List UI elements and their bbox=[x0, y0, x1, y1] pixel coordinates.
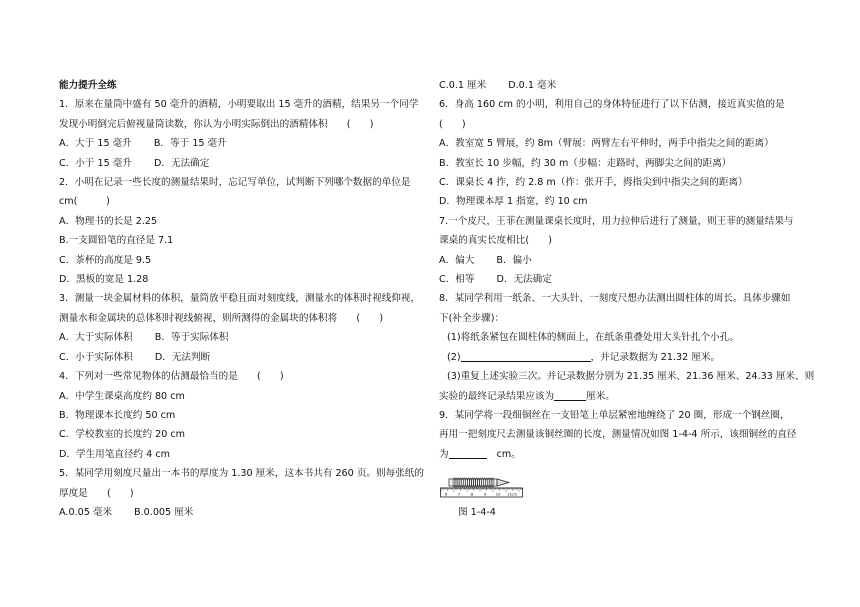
right-column bbox=[439, 76, 815, 464]
q8-text-line2: 下(补全步骤)： bbox=[439, 312, 505, 324]
q3-text-line2: 测量水和金属块的总体积时视线俯视，则所测得的金属块的体积将 ( ) bbox=[59, 312, 384, 324]
q8-step-2-answer-blank[interactable] bbox=[461, 349, 591, 362]
ruler-tick-label-10: 10 bbox=[495, 492, 501, 497]
q1-options-cd bbox=[59, 154, 419, 173]
q7-option-c: C．相等 bbox=[439, 274, 475, 286]
q9-text-line2: 再用一把刻度尺去测量该铜丝圈的长度，测量情况如图 1-4-4 所示，该细铜丝的直径 bbox=[439, 429, 797, 441]
q6-text-line1: 6．身高 160 cm 的小明，利用自己的身体特征进行了以下估测，接近真实值的是 bbox=[439, 99, 785, 111]
q2-option-a: A．物理书的长是 2.25 bbox=[59, 215, 158, 227]
q8-result-answer-blank[interactable] bbox=[554, 388, 586, 401]
q7-option-b: B．偏小 bbox=[496, 254, 532, 266]
q5-options-cd bbox=[439, 76, 811, 95]
q5-option-a: A.0.05 毫米 bbox=[59, 506, 113, 518]
q5-option-c: C.0.1 厘米 bbox=[439, 80, 487, 91]
pencil-icon bbox=[449, 479, 509, 486]
q3-option-a: A．大于实际体积 bbox=[59, 332, 133, 344]
q8-step-3-line1: (3)重复上述实验三次。并记录数据分别为 21.35 厘米、21.36 厘米、24.33 厘米、则 bbox=[447, 371, 815, 383]
q1-option-d: D．无法确定 bbox=[153, 157, 210, 169]
ruler-tick-label-7: 7 bbox=[457, 492, 461, 497]
q2-text-line1: 2．小明在记录一些长度的测量结果时，忘记写单位，试判断下列哪个数据的单位是 bbox=[59, 177, 411, 189]
q1-option-c: C．小于 15 毫升 bbox=[59, 157, 132, 169]
ruler-tick-label-6: 6 bbox=[444, 492, 448, 497]
q5-text-line2: 厚度是 ( ) bbox=[59, 487, 134, 499]
ruler-tick-label-9: 9 bbox=[483, 492, 487, 497]
q7-options-cd bbox=[439, 270, 811, 289]
q7-text-line2: 课桌的真实长度相比( ) bbox=[439, 235, 553, 247]
q1-text-line2: 发现小明倒完后俯视量筒读数，你认为小明实际倒出的酒精体积 ( ) bbox=[59, 118, 374, 130]
q6-option-b: B．教室长 10 步幅，约 30 m（步幅：走路时，两脚尖之间的距离） bbox=[439, 157, 732, 169]
section-heading: 能力提升全练 bbox=[59, 80, 117, 91]
q3-option-b: B．等于实际体积 bbox=[154, 332, 229, 344]
q6-option-c: C．课桌长 4 拃，约 2.8 m（拃：张开手，拇指尖到中指尖之间的距离） bbox=[439, 177, 748, 189]
ruler-tick-label-11cm: 11cm bbox=[506, 492, 518, 497]
q5-text-line1: 5．某同学用刻度尺量出一本书的厚度为 1.30 厘米，这本书共有 260 页。则每张纸的 bbox=[59, 468, 424, 480]
q3-option-d: D．无法判断 bbox=[154, 351, 211, 363]
q3-option-c: C．小于实际体积 bbox=[59, 351, 133, 363]
q1-option-a: A．大于 15 毫升 bbox=[59, 138, 132, 150]
q4-option-d: D．学生用笔直径约 4 cm bbox=[59, 448, 170, 460]
q5-option-d: D.0.1 毫米 bbox=[508, 80, 557, 91]
q6-option-d: D．物理课本厚 1 指宽，约 10 cm bbox=[439, 196, 588, 208]
q7-text-line1: 7.一个皮尺，王菲在测量课桌长度时，用力拉伸后进行了测量，则王菲的测量结果与 bbox=[439, 215, 794, 227]
copper-wire-coil-icon bbox=[453, 478, 494, 487]
ruler-wire-coil-figure bbox=[440, 475, 524, 499]
q5-option-b: B.0.005 厘米 bbox=[134, 506, 194, 518]
q5-options-ab bbox=[59, 503, 419, 522]
q6-option-a: A．教室宽 5 臂展，约 8m（臂展：两臂左右平伸时，两手中指尖之间的距离） bbox=[439, 138, 774, 150]
q2-option-c: C．茶杯的高度是 9.5 bbox=[59, 254, 152, 266]
left-column bbox=[59, 76, 424, 522]
q8-step-3-line2 bbox=[439, 387, 811, 406]
q7-options-ab bbox=[439, 251, 811, 270]
q8-step-2-suffix: ，并记录数据为 21.32 厘米。 bbox=[590, 351, 721, 363]
q9-text-line3 bbox=[439, 445, 811, 464]
ruler-tick-label-8: 8 bbox=[470, 492, 474, 497]
q8-step-1: (1)将纸条紧包在圆柱体的侧面上，在纸条重叠处用大头针扎个小孔。 bbox=[447, 332, 739, 344]
q1-text-line1: 1．原来在量筒中盛有 50 毫升的酒精，小明要取出 15 毫升的酒精，结果另一个同学 bbox=[59, 99, 419, 111]
q8-step-3-prefix: 实验的最终记录结果应该为 bbox=[439, 390, 555, 402]
q2-text-line2: cm( ) bbox=[59, 196, 110, 208]
figure-caption: 图 1-4-4 bbox=[458, 507, 496, 518]
q4-option-b: B．物理课本长度约 50 cm bbox=[59, 409, 176, 421]
q6-text-line2: ( ) bbox=[439, 118, 466, 130]
q1-options-ab bbox=[59, 134, 419, 153]
q1-option-b: B．等于 15 毫升 bbox=[153, 138, 227, 150]
q9-diameter-answer-blank[interactable] bbox=[449, 446, 487, 459]
q7-option-a: A．偏大 bbox=[439, 254, 475, 266]
q4-option-a: A．中学生课桌高度约 80 cm bbox=[59, 390, 185, 402]
q8-step-3-suffix: 厘米。 bbox=[586, 390, 615, 402]
q8-step-2 bbox=[439, 348, 811, 367]
q9-text-line1: 9．某同学将一段细铜丝在一支铅笔上单层紧密地缠绕了 20 圈，形成一个钢丝圈， bbox=[439, 409, 790, 421]
q2-option-d: D．黑板的宽是 1.28 bbox=[59, 274, 149, 286]
q9-line3-suffix: cm。 bbox=[496, 448, 521, 460]
q3-text-line1: 3．测量一块金属材料的体积，量筒放平稳且面对刻度线，测量水的体积时视线仰视， bbox=[59, 293, 421, 305]
q9-line3-prefix: 为 bbox=[439, 448, 449, 460]
q4-text-line1: 4．下列对一些常见物体的估测最恰当的是 ( ) bbox=[59, 371, 284, 383]
q4-option-c: C．学校教室的长度约 20 cm bbox=[59, 429, 185, 441]
q8-step-2-prefix: (2) bbox=[447, 351, 461, 363]
q3-options-cd bbox=[59, 348, 419, 367]
q8-text-line1: 8．某同学利用一纸条、一大头针、一刻度尺想办法测出圆柱体的周长。具体步骤如 bbox=[439, 293, 791, 305]
q7-option-d: D．无法确定 bbox=[496, 274, 552, 286]
q2-option-b: B.一支圆铅笔的直径是 7.1 bbox=[59, 235, 174, 247]
q3-options-ab bbox=[59, 328, 419, 347]
